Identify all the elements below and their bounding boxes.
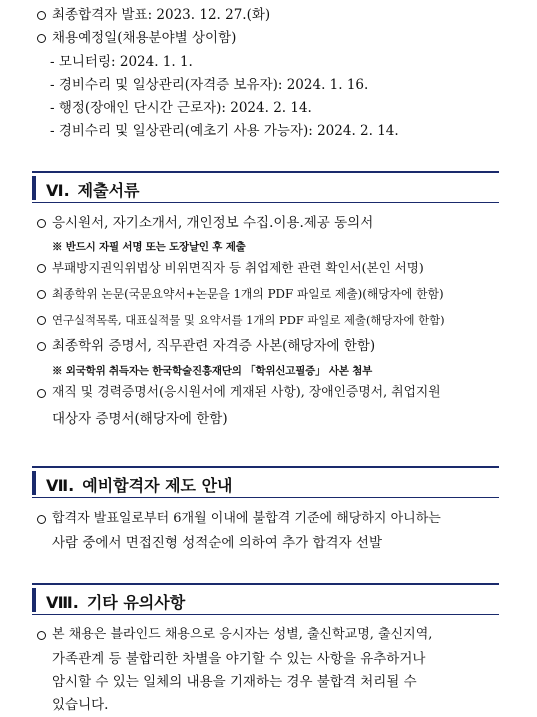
etc-text-cont: 가족관계 등 불합리한 차별을 야기할 수 있는 사항을 유추하거나	[52, 651, 426, 667]
bullet-icon	[37, 626, 48, 637]
section-title: Ⅵ. 제출서류	[46, 181, 140, 200]
section-marker	[32, 471, 36, 495]
bullet-icon	[37, 311, 48, 322]
section-title: Ⅶ. 예비합격자 제도 안내	[46, 476, 233, 495]
reserve-text-cont: 사람 중에서 면접진형 성적순에 의하여 추가 합격자 선발	[52, 535, 382, 551]
section-header-etc	[32, 583, 499, 615]
etc-text-cont: 암시할 수 있는 일체의 내용을 기재하는 경우 불합격 처리될 수	[52, 674, 417, 690]
bullet-icon	[37, 259, 48, 270]
reserve-text: 합격자 발표일로부터 6개월 이내에 불합격 기준에 해당하지 아니하는	[52, 511, 441, 526]
etc-text-cont: 있습니다.	[52, 697, 109, 713]
hire-item: - 경비수리 및 일상관리(자격증 보유자): 2024. 1. 16.	[50, 77, 369, 93]
doc-item: 최종학위 논문(국문요약서+논문을 1개의 PDF 파일로 제출)(해당자에 한함)	[52, 287, 444, 301]
doc-item: 부패방지권익위법상 비위면직자 등 취업제한 관련 확인서(본인 서명)	[52, 260, 424, 275]
bullet-icon	[37, 29, 48, 40]
hire-item: - 행정(장애인 단시간 근로자): 2024. 2. 14.	[50, 100, 312, 116]
section-header-reserve	[32, 466, 499, 498]
hire-date-heading: 채용예정일(채용분야별 상이함)	[52, 30, 237, 46]
doc-note: ※ 외국학위 취득자는 한국학술진흥재단의 「학위신고필증」 사본 첨부	[52, 365, 373, 377]
bullet-icon	[37, 384, 48, 395]
doc-item-cont: 대상자 증명서(해당자에 한함)	[52, 411, 228, 427]
bullet-icon	[37, 337, 48, 348]
doc-item: 최종학위 증명서, 직무관련 자격증 사본(해당자에 한함)	[52, 338, 376, 354]
doc-item: 연구실적목록, 대표실적물 및 요약서를 1개의 PDF 파일로 제출(해당자에 한함)	[52, 313, 445, 327]
section-title: Ⅷ. 기타 유의사항	[46, 593, 186, 612]
etc-text: 본 채용은 블라인드 채용으로 응시자는 성별, 출신학교명, 출신지역,	[52, 627, 433, 642]
section-header-documents	[32, 171, 499, 203]
section-marker	[32, 588, 36, 612]
final-announce: 최종합격자 발표: 2023. 12. 27.(화)	[52, 7, 271, 23]
doc-item: 응시원서, 자기소개서, 개인정보 수집.이용.제공 동의서	[52, 215, 374, 231]
bullet-icon	[37, 285, 48, 296]
bullet-icon	[37, 510, 48, 521]
bullet-icon	[37, 6, 48, 17]
hire-item: - 모니터링: 2024. 1. 1.	[50, 54, 193, 70]
hire-item: - 경비수리 및 일상관리(예초기 사용 가능자): 2024. 2. 14.	[50, 123, 399, 139]
doc-item: 재직 및 경력증명서(응시원서에 게재된 사항), 장애인증명서, 취업지원	[52, 385, 441, 400]
bullet-icon	[37, 214, 48, 225]
doc-note: ※ 반드시 자필 서명 또는 도장날인 후 제출	[52, 241, 246, 253]
section-marker	[32, 176, 36, 200]
